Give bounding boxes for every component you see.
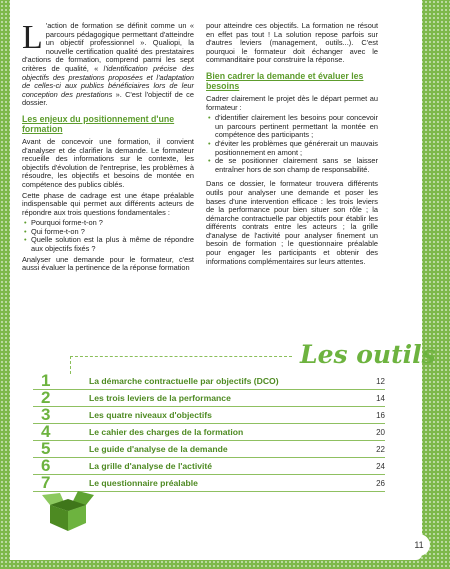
outil-title[interactable]: La grille d'analyse de l'activité [89,461,213,471]
heading-enjeux: Les enjeux du positionnement d'une formation [22,113,175,134]
outil-page: 24 [376,461,385,471]
outil-page: 20 [376,427,385,437]
outil-number: 2 [41,388,51,407]
outil-page: 12 [376,376,385,386]
outil-title[interactable]: Le cahier des charges de la formation [89,427,244,437]
paragraph-objectifs: pour atteindre ces objectifs. La formation ne résout en effet pas tout ! La solution repose parfois sur d'autres leviers (management, outils...). C'est pourquoi le formateur doit échanger avec le commanditaire pour construire la réponse. [206,21,378,65]
list-item: • Qui forme-t-on ? [22,228,194,237]
list-item: • d'identifier clairement les besoins pour concevoir un parcours pertinent permettant la montée en compétence des participants ; [206,114,378,140]
paragraph-cadrage: Cette phase de cadrage est une étape préalable indispensable qui permet aux différents acteurs de répondre aux trois questions fondamentales : [22,190,194,217]
right-column [206,22,378,275]
article-columns [22,19,378,275]
left-column [22,19,194,275]
dashed-connector [70,356,292,357]
outil-page: 22 [376,444,385,454]
outil-number: 7 [41,473,51,492]
paragraph-cadrer: Cadrer clairement le projet dès le départ permet au formateur : [206,93,378,112]
questions-list [22,219,194,253]
list-item: • d'éviter les problèmes que générerait un mauvais positionnement en amont ; [206,140,378,157]
open-box-icon [40,487,96,538]
outil-title[interactable]: Les trois leviers de la performance [89,393,231,403]
outil-number: 5 [41,439,51,458]
outil-title[interactable]: La démarche contractuelle par objectifs (DCO) [89,376,279,386]
outil-number: 3 [41,405,51,424]
paragraph-analyser: Analyser une demande pour le formateur, c'est aussi évaluer la pertinence de la réponse formation [22,254,194,273]
list-item: • de se positionner clairement sans se laisser entraîner hors de son champ de responsabilité. [206,157,378,174]
outils-title: Les outils [300,340,436,369]
list-item: • Pourquoi forme-t-on ? [22,219,194,228]
outil-page: 16 [376,410,385,420]
outil-title[interactable]: Les quatre niveaux d'objectifs [89,410,212,420]
outil-title[interactable]: Le guide d'analyse de la demande [89,444,228,454]
intro-paragraph [22,19,194,108]
outil-number: 6 [41,456,51,475]
page-number: 11 [408,534,430,556]
outil-title[interactable]: Le questionnaire préalable [89,478,198,488]
intro-quote: l'identification précise des objectifs des prestations proposées et l'adaptation de celles-ci aux publics bénéficiaires lors de leur conception des prestations [22,63,194,99]
paragraph-concevoir: Avant de concevoir une formation, il convient d'analyser et de clarifier la demande. Le formateur recueille des informations sur le contexte, les objectifs d'évolution de l'entreprise, les problèmes à résoudre, les objectifs et besoins de montée en compétence des publics ciblés. [22,136,194,189]
outils-list [33,373,385,492]
benefits-list [206,114,378,174]
outil-number: 1 [41,371,51,390]
outil-page: 14 [376,393,385,403]
outil-number: 4 [41,422,51,441]
heading-cadrer: Bien cadrer la demande et évaluer les besoins [206,70,364,91]
intro-text-a: 'action de formation se définit comme un « parcours pédagogique permettant d'atteindre un objectif professionnel ». Qualiopi, la nouvelle certification qualité des prestataires d'actions de formation, comprend parmi les sept critères de qualité, « [22,21,194,73]
dropcap: L [22,19,43,56]
intro-text-b: ». C'est l'objectif de ce dossier. [22,89,194,108]
outil-page: 26 [376,478,385,488]
list-item: • Quelle solution est la plus à même de répondre aux objectifs fixés ? [22,236,194,253]
paragraph-dossier: Dans ce dossier, le formateur trouvera différents outils pour analyser une demande et poser les bases d'une intervention efficace : les trois leviers de la performance pour bien situer son rôle ; la démarche contractuelle par objectifs pour établir les différents contrats entre les acteurs ; la grille d'analyse de l'activité pour analyser finement un besoin de formation ; le questionnaire préalable pour engager les participants et obtenir des informations complémentaires sur leurs attentes. [206,179,378,266]
